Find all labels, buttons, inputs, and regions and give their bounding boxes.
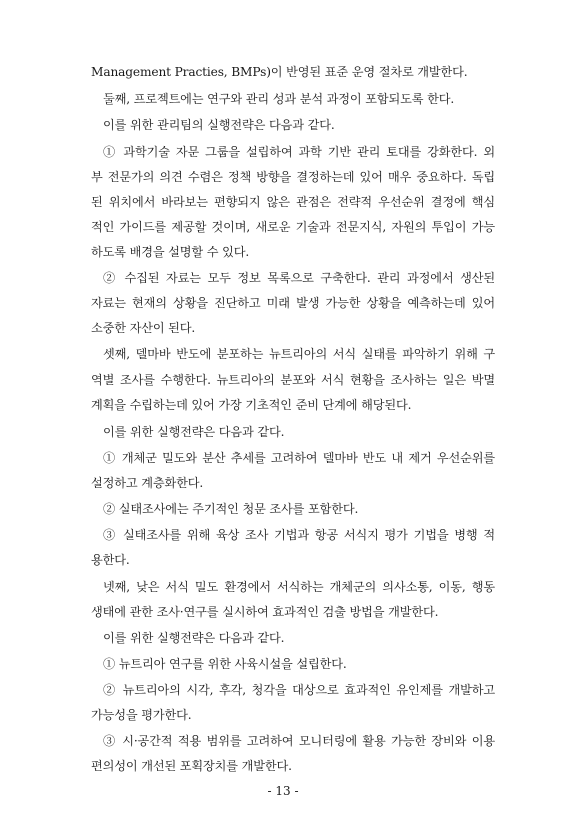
- text-line: 설정하고 계층화한다.: [91, 476, 204, 490]
- text-line: 셋째, 델마바 반도에 분포하는 뉴트리아의 서식 실태를 파악하기 위해 구: [103, 347, 495, 361]
- text-line: 용한다.: [91, 553, 130, 567]
- text-line: ② 실태조사에는 주기적인 청문 조사를 포함한다.: [103, 502, 359, 516]
- text-line: ③ 시·공간적 적용 범위를 고려하여 모니터링에 활용 가능한 장비와 이용: [103, 734, 495, 748]
- text-line: 이를 위한 실행전략은 다음과 같다.: [103, 425, 285, 439]
- text-line: 소중한 자산이 된다.: [91, 321, 196, 335]
- page-number: - 13 -: [267, 784, 299, 798]
- text-line: Management Practies, BMPs)이 반영된 표준 운영 절차로 개발한다.: [91, 65, 468, 79]
- text-line: 생태에 관한 조사·연구를 실시하여 효과적인 검출 방법을 개발한다.: [91, 605, 439, 619]
- text-line: 이를 위한 관리팀의 실행전략은 다음과 같다.: [103, 118, 335, 132]
- text-line: 자료는 현재의 상황을 진단하고 미래 발생 가능한 상황을 예측하는데 있어: [91, 296, 495, 310]
- text-line: 편의성이 개선된 포획장치를 개발한다.: [91, 759, 292, 773]
- text-line: 넷째, 낮은 서식 밀도 환경에서 서식하는 개체군의 의사소통, 이동, 행동: [103, 580, 495, 594]
- text-line: ② 수집된 자료는 모두 정보 목록으로 구축한다. 관리 과정에서 생산된: [103, 271, 495, 285]
- text-line: 된 위치에서 바라보는 편향되지 않은 관점은 전략적 우선순위 결정에 핵심: [91, 195, 495, 209]
- text-line: 가능성을 평가한다.: [91, 708, 192, 722]
- text-line: ① 개체군 밀도와 분산 추세를 고려하여 델마바 반도 내 제거 우선순위를: [103, 451, 495, 465]
- text-line: 역별 조사를 수행한다. 뉴트리아의 분포와 서식 현황을 조사하는 일은 박멸: [91, 373, 495, 387]
- text-line: 적인 가이드를 제공할 것이며, 새로운 기술과 전문지식, 자원의 투입이 가능: [91, 220, 495, 234]
- text-line: ① 뉴트리아 연구를 위한 사육시설을 설립한다.: [103, 657, 347, 671]
- text-line: 부 전문가의 의견 수렴은 정책 방향을 결정하는데 있어 매우 중요하다. 독립: [91, 170, 495, 184]
- text-line: 하도록 배경을 설명할 수 있다.: [91, 245, 250, 259]
- text-line: ① 과학기술 자문 그룹을 설립하여 과학 기반 관리 토대를 강화한다. 외: [103, 145, 495, 159]
- text-line: 계획을 수립하는데 있어 가장 기초적인 준비 단계에 해당된다.: [91, 398, 412, 412]
- text-line: 이를 위한 실행전략은 다음과 같다.: [103, 631, 285, 645]
- text-line: ③ 실태조사를 위해 육상 조사 기법과 항공 서식지 평가 기법을 병행 적: [103, 528, 495, 542]
- text-line: 둘째, 프로젝트에는 연구와 관리 성과 분석 과정이 포함되도록 한다.: [103, 92, 455, 106]
- text-line: ② 뉴트리아의 시각, 후각, 청각을 대상으로 효과적인 유인제를 개발하고: [103, 683, 495, 697]
